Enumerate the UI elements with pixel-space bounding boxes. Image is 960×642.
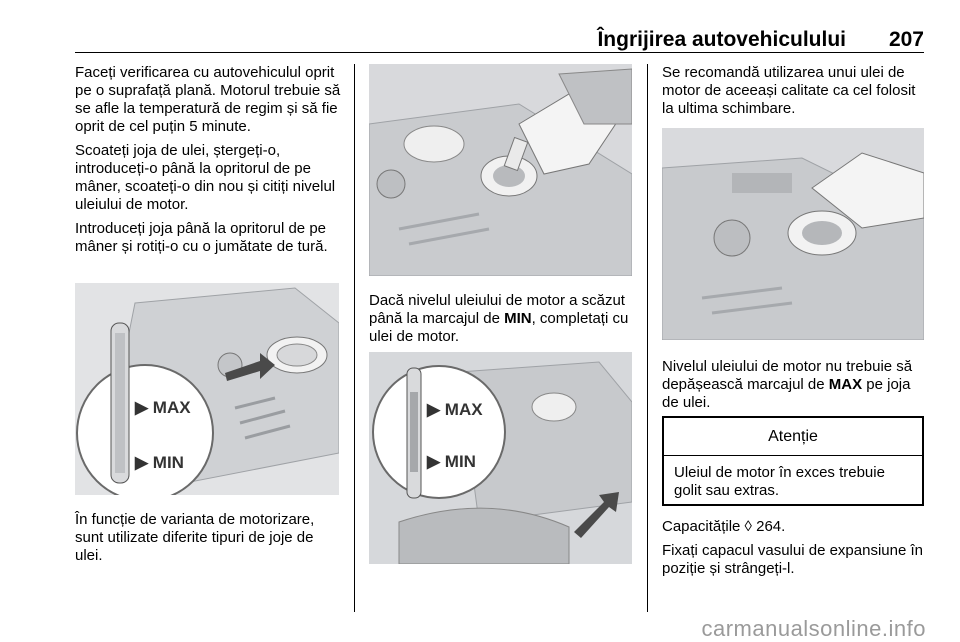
paragraph-read-dipstick: Scoateți joja de ulei, ștergeți-o, introduceți-o până la opritorul de pe mâner, scoateți-o din nou și citiți nivelul uleiului de motor. bbox=[75, 142, 336, 213]
oil-fill-figure-1 bbox=[369, 64, 632, 276]
max-mark-label: ▶ MAX bbox=[135, 398, 191, 417]
watermark: carmanualsonline.info bbox=[701, 616, 926, 641]
paragraph-rotate-dipstick: Introduceți joja până la opritorul de pe mâner și rotiți-o cu o jumătate de tură. bbox=[75, 220, 328, 255]
paragraph-oil-quality: Se recomandă utilizarea unui ulei de motor de aceeași calitate ca cel folosit la ultima schimbare. bbox=[662, 64, 916, 117]
page-header bbox=[75, 26, 924, 53]
warning-title: Atenție bbox=[664, 418, 922, 456]
paragraph-check-conditions: Faceți verificarea cu autovehiculul oprit pe o suprafață plană. Motorul trebuie să se afle la temperatură de regim și să fie oprit de cel puțin 5 minute. bbox=[75, 64, 341, 135]
column-2-text bbox=[369, 292, 632, 352]
paragraph-dipstick-types: În funcție de varianta de motorizare, sunt utilizate diferite tipuri de joje de ulei. bbox=[75, 511, 315, 564]
page-number: 207 bbox=[888, 28, 924, 51]
column-3 bbox=[662, 64, 926, 124]
warning-text: Uleiul de motor în exces trebuie golit sau extras. bbox=[674, 464, 885, 499]
paragraph-fix-cap: Fixați capacul vasului de expansiune în poziție și strângeți-l. bbox=[662, 542, 923, 577]
column-1 bbox=[75, 64, 341, 262]
min-emphasis: MIN bbox=[504, 310, 532, 327]
engine-cover-illustration bbox=[75, 283, 339, 495]
oil-pouring-illustration bbox=[662, 128, 924, 340]
max-mark-label: ▶ MAX bbox=[427, 400, 483, 419]
paragraph-top-up bbox=[369, 292, 632, 346]
dipstick-figure-2 bbox=[369, 352, 632, 564]
text-run: pe joja de ulei. bbox=[662, 376, 911, 411]
text-run: Dacă nivelul uleiului de motor a scăzut până la marcajul de bbox=[369, 292, 625, 327]
section-title: Îngrijirea autovehiculului bbox=[597, 28, 846, 51]
oil-pouring-illustration bbox=[369, 64, 632, 276]
column-1-bottom bbox=[75, 511, 341, 571]
warning-box bbox=[662, 416, 924, 506]
column-3-bottom bbox=[662, 518, 926, 584]
oil-fill-figure-2 bbox=[662, 128, 924, 340]
max-emphasis: MAX bbox=[828, 376, 863, 393]
column-3-middle bbox=[662, 358, 926, 418]
min-mark-label: ▶ MIN bbox=[135, 453, 184, 472]
min-mark-label: ▶ MIN bbox=[427, 452, 476, 471]
paragraph-capacities: Capacitățile ◊ 264. bbox=[662, 518, 786, 535]
engine-bay-illustration bbox=[369, 352, 632, 564]
dipstick-figure-1 bbox=[75, 283, 339, 495]
text-run: , completați cu ulei de motor. bbox=[369, 310, 629, 345]
column-divider-1 bbox=[354, 64, 355, 612]
paragraph-max-limit bbox=[662, 358, 926, 412]
text-run: Nivelul uleiului de motor nu trebuie să depășească marcajul de bbox=[662, 358, 913, 393]
column-divider-2 bbox=[647, 64, 648, 612]
